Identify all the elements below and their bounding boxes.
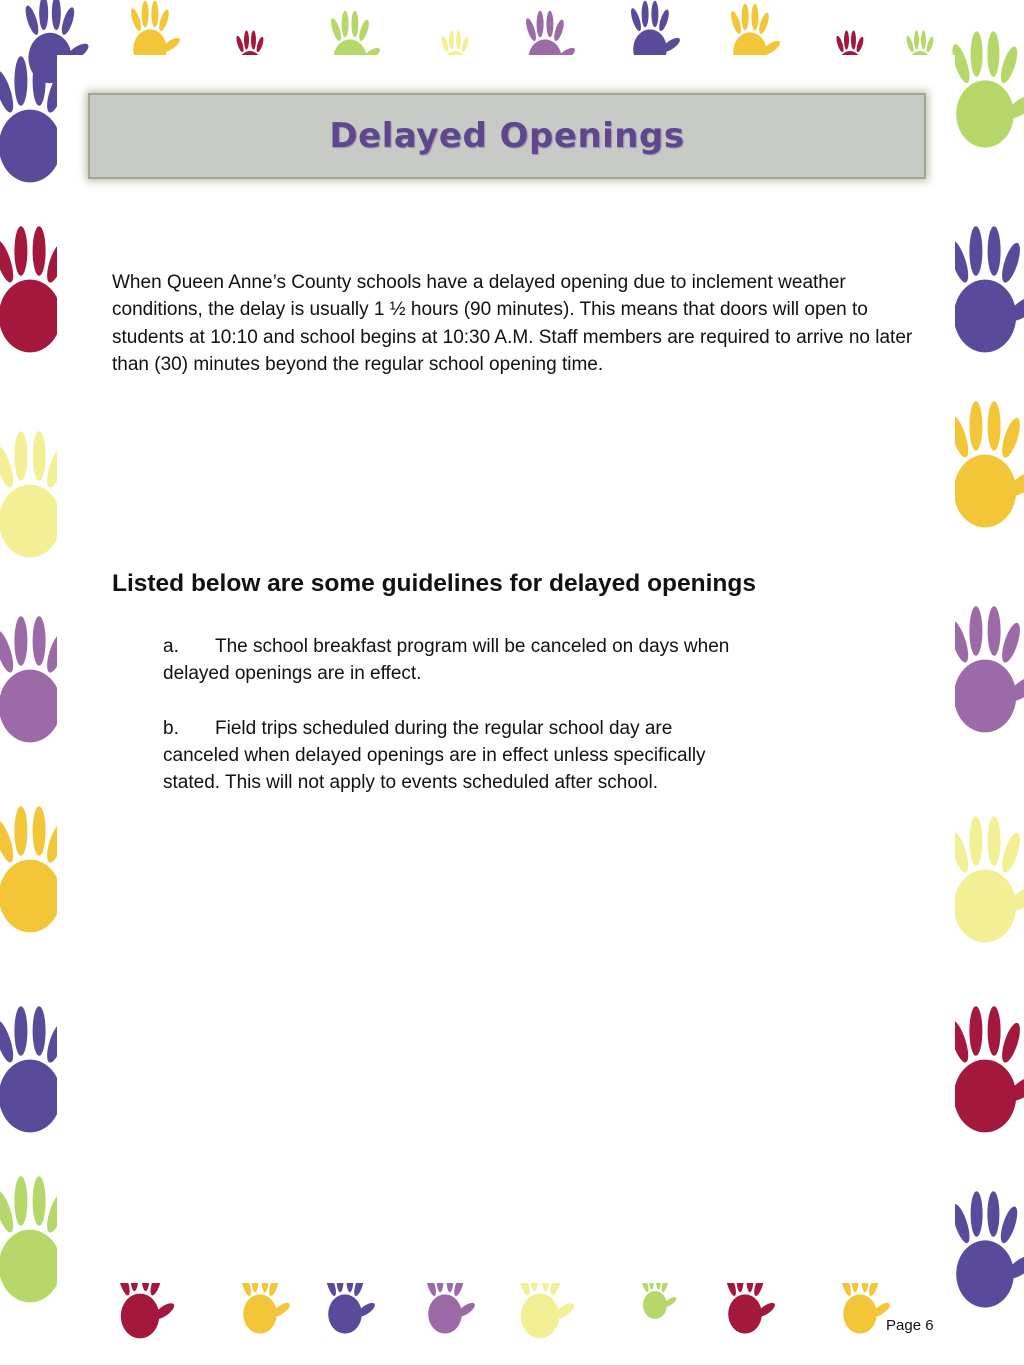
handprint-icon bbox=[946, 816, 1024, 942]
handprint-icon bbox=[949, 31, 1024, 147]
page-content bbox=[57, 55, 955, 1283]
handprint-icon bbox=[946, 606, 1024, 732]
handprint-icon bbox=[946, 1006, 1024, 1132]
guidelines-list bbox=[163, 633, 743, 824]
guideline-item bbox=[163, 633, 743, 688]
list-marker: b. bbox=[163, 717, 179, 739]
handprint-icon bbox=[946, 226, 1024, 352]
handprint-icon bbox=[946, 401, 1024, 527]
guideline-text: Field trips scheduled during the regular school day are canceled when delayed openings are in effect unless specifically stated. This will not apply to events scheduled after school. bbox=[163, 717, 706, 794]
handprint-right-column bbox=[946, 31, 1024, 1307]
intro-paragraph: When Queen Anne’s County schools have a delayed opening due to inclement weather conditions, the delay is usually 1 ½ hours (90 minutes). This means that doors will open to students at 10:10 and school begins at 10:30 A.M. Staff members are required to arrive no later than (30) minutes beyond the regular school opening time. bbox=[112, 272, 913, 375]
page-number: Page 6 bbox=[886, 1317, 934, 1334]
title-banner bbox=[88, 93, 926, 179]
guidelines-heading: Listed below are some guidelines for delayed openings bbox=[112, 570, 756, 597]
guideline-text: The school breakfast program will be canceled on days when delayed openings are in effect. bbox=[163, 636, 730, 685]
handprint-icon bbox=[949, 1191, 1024, 1307]
list-marker: a. bbox=[163, 636, 179, 657]
guideline-item bbox=[163, 715, 743, 797]
page-title: Delayed Openings bbox=[329, 116, 685, 156]
